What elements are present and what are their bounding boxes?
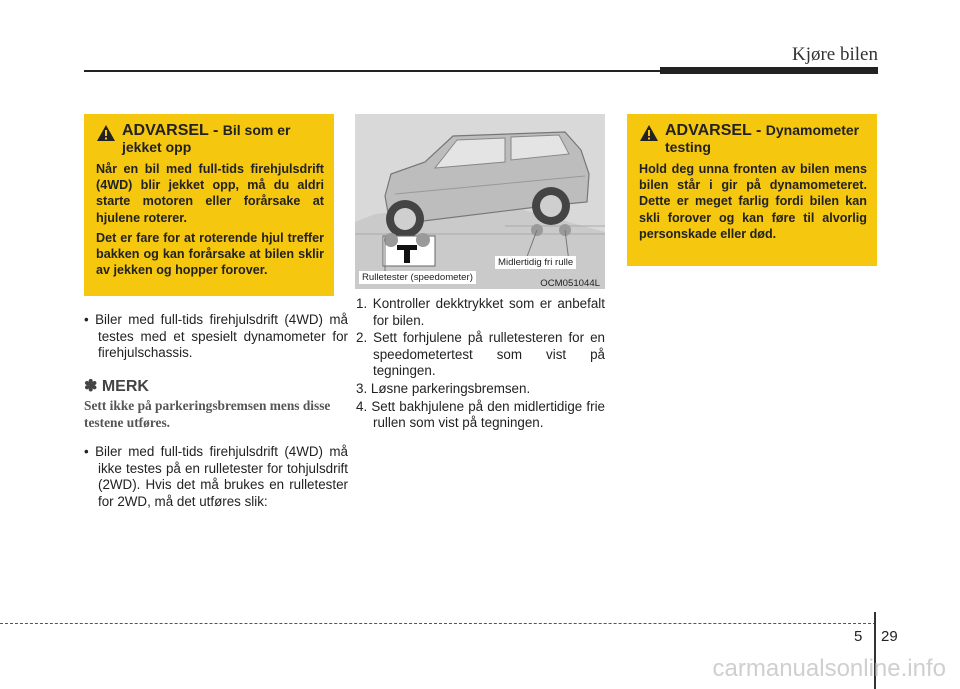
procedure-step: 3. Løsne parkeringsbremsen.: [356, 380, 531, 396]
warning-subject: Dynamometer testing: [665, 122, 860, 155]
warning-box-dynamometer: [627, 114, 877, 266]
procedure-steps: [356, 296, 605, 433]
procedure-step: 4. Sett bakhjulene på den midlertidige frie rullen som vist på tegningen.: [356, 398, 605, 431]
warning-text: [96, 161, 324, 278]
warning-header: [639, 122, 867, 156]
warning-box-jacked-car: [84, 114, 334, 296]
header-rule: [84, 70, 660, 72]
warning-header: [96, 122, 324, 156]
label-free-roller: Midlertidig fri rulle: [495, 256, 576, 269]
warning-paragraph: Det er fare for at roterende hjul treffer bakken og kan forårsake at bilen sklir av jekken og hopper forover.: [96, 230, 324, 278]
footer-rule: [0, 623, 876, 624]
section-title: Kjøre bilen: [791, 44, 878, 65]
header-rule-thick: [660, 67, 878, 74]
note-text: Sett ikke på parkeringsbremsen mens disse testene utføres.: [84, 398, 331, 430]
chapter-number: 5: [854, 628, 863, 645]
label-roller-tester: Rulletester (speedometer): [359, 271, 476, 284]
warning-title: [122, 122, 324, 156]
warning-paragraph: Når en bil med full-tids firehjulsdrift (4WD) blir jekket opp, må du aldri starte motoren eller forårsake at hjulene roterer.: [96, 162, 324, 225]
watermark: carmanualsonline.info: [712, 655, 946, 682]
figure-code: OCM051044L: [540, 278, 600, 289]
procedure-step: 1. Kontroller dekktrykket som er anbefalt for bilen.: [356, 296, 605, 328]
warning-triangle-icon: [96, 124, 116, 142]
warning-label: ADVARSEL -: [665, 122, 762, 139]
figure-car-on-roller-tester: [355, 114, 605, 289]
warning-paragraph: Hold deg unna fronten av bilen mens bilen står i gir på dynamometeret. Dette er meget farlig fordi bilen kan skli forover og kan føre til alvorlig personskade eller død.: [639, 162, 867, 241]
bullet-roller-tester: • Biler med full-tids firehjulsdrift (4WD) må ikke testes på en rulletester for tohjulsdrift (2WD). Hvis det må brukes en rulletester for 2WD, må det utføres slik:: [84, 444, 348, 509]
warning-text: [639, 161, 867, 242]
note-heading: ✽ MERK: [84, 378, 149, 395]
warning-title: [665, 122, 867, 156]
page-number: 29: [881, 628, 898, 645]
warning-label: ADVARSEL -: [122, 122, 219, 139]
procedure-step: 2. Sett forhjulene på rulletesteren for en speedometertest som vist på tegningen.: [356, 330, 605, 379]
warning-triangle-icon: [639, 124, 659, 142]
bullet-4wd-dynamometer: • Biler med full-tids firehjulsdrift (4WD) må testes med et spesielt dynamometer for firehjulschassis.: [84, 312, 348, 361]
warning-subject: Bil som er jekket opp: [122, 122, 291, 155]
